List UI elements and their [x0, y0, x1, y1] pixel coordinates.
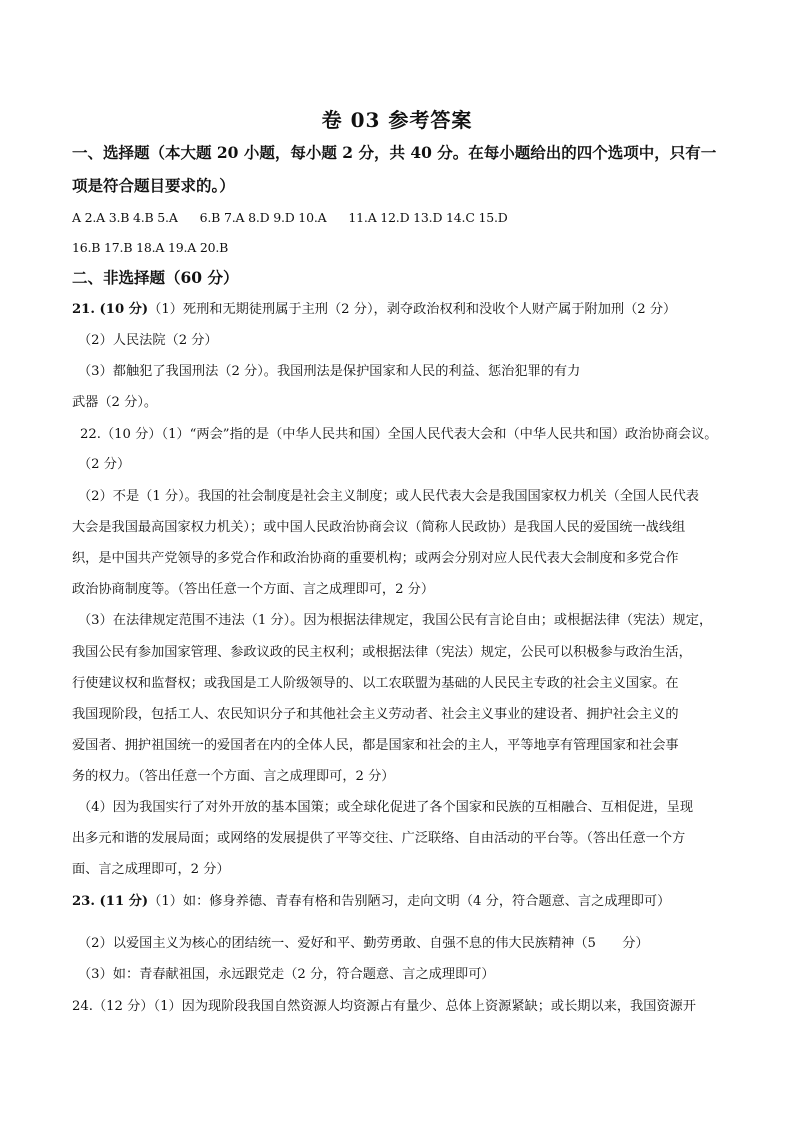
- q22-line2: （2 分）: [78, 457, 131, 472]
- section1-heading-line2: 项是符合题目要求的。）: [72, 176, 235, 195]
- q24-line1: 24.（12 分）（1）因为现阶段我国自然资源人均资源占有量少、总体上资源紧缺；或长期以来，我国资源开: [72, 999, 696, 1014]
- q21-line4: 武器（2 分）。: [72, 395, 158, 410]
- q21-label: 21. (10 分): [72, 302, 149, 317]
- q22-line10: 我国现阶段，包括工人、农民知识分子和其他社会主义劳动者、社会主义事业的建设者、拥护社会主义的: [72, 707, 679, 722]
- choice-answers-11-15: 11.A 12.D 13.D 14.C 15.D: [348, 210, 508, 225]
- q22-line14: 出多元和谐的发展局面；或网络的发展提供了平等交往、广泛联络、自由活动的平台等。（答出任意一个方: [72, 831, 686, 846]
- section1-heading-line1: 一、选择题（本大题 20 小题，每小题 2 分，共 40 分。在每小题给出的四个选项中，只有一: [72, 143, 717, 162]
- q22-line6: 政治协商制度等。（答出任意一个方面、言之成理即可，2 分）: [72, 582, 435, 597]
- q22-line5: 织，是中国共产党领导的多党合作和政治协商的重要机构；或两会分别对应人民代表大会制度和多党合作: [72, 551, 679, 566]
- q22-line4: 大会是我国最高国家权力机关）；或中国人民政治协商会议（简称人民政协）是我国人民的爱国统一战线组: [72, 520, 686, 535]
- choice-answers-1-5: A 2.A 3.B 4.B 5.A: [72, 210, 178, 225]
- q21-line2: （2）人民法院（2 分）: [78, 333, 218, 348]
- q22-line15: 面、言之成理即可，2 分）: [72, 862, 230, 877]
- q22-line8: 我国公民有参加国家管理、参政议政的民主权利；或根据法律（宪法）规定，公民可以积极参与政治生活，: [72, 645, 692, 660]
- q23-line2: （2）以爱国主义为核心的团结统一、爱好和平、勤劳勇敢、自强不息的伟大民族精神（5 分）: [78, 936, 649, 951]
- q21-part1: （1）死刑和无期徒刑属于主刑（2 分），剥夺政治权利和没收个人财产属于附加刑（2 分）: [148, 302, 677, 317]
- q22-line13: （4）因为我国实行了对外开放的基本国策；或全球化促进了各个国家和民族的互相融合、互相促进，呈现: [78, 800, 694, 815]
- q22-line11: 爱国者、拥护祖国统一的爱国者在内的全体人民，都是国家和社会的主人，平等地享有管理国家和社会事: [72, 738, 679, 753]
- q23-line3: （3）如：青春献祖国，永远跟党走（2 分，符合题意、言之成理即可）: [78, 967, 495, 982]
- q23-label: 23. (11 分): [72, 894, 149, 909]
- section2-heading: 二、非选择题（60 分）: [72, 268, 239, 287]
- q22-line1: 22.（10 分）（1）“两会”指的是（中华人民共和国）全国人民代表大会和（中华人民共和国）政治协商会议。: [80, 427, 718, 442]
- q22-line3: （2）不是（1 分）。我国的社会制度是社会主义制度；或人民代表大会是我国国家权力机关（全国人民代表: [78, 489, 699, 504]
- q22-line7: （3）在法律规定范围不违法（1 分）。因为根据法律规定，我国公民有言论自由；或根据法律（宪法）规定，: [78, 613, 713, 628]
- q23-part1: （1）如：修身养德、青春有格和告别陋习，走向文明（4 分，符合题意、言之成理即可）: [148, 894, 671, 909]
- q22-line9: 行使建议权和监督权；或我国是工人阶级领导的、以工农联盟为基础的人民民主专政的社会主义国家。在: [72, 676, 679, 691]
- page-title: 卷 03 参考答案: [321, 108, 473, 132]
- choice-answers-row2: 16.B 17.B 18.A 19.A 20.B: [72, 240, 229, 255]
- choice-answers-row1: [72, 208, 732, 228]
- q21-line1: [72, 300, 732, 320]
- q23-line1: [72, 892, 732, 912]
- q21-line3: （3）都触犯了我国刑法（2 分）。我国刑法是保护国家和人民的利益、惩治犯罪的有力: [78, 364, 581, 379]
- choice-answers-6-10: 6.B 7.A 8.D 9.D 10.A: [199, 210, 327, 225]
- q22-line12: 务的权力。（答出任意一个方面、言之成理即可，2 分）: [72, 769, 395, 784]
